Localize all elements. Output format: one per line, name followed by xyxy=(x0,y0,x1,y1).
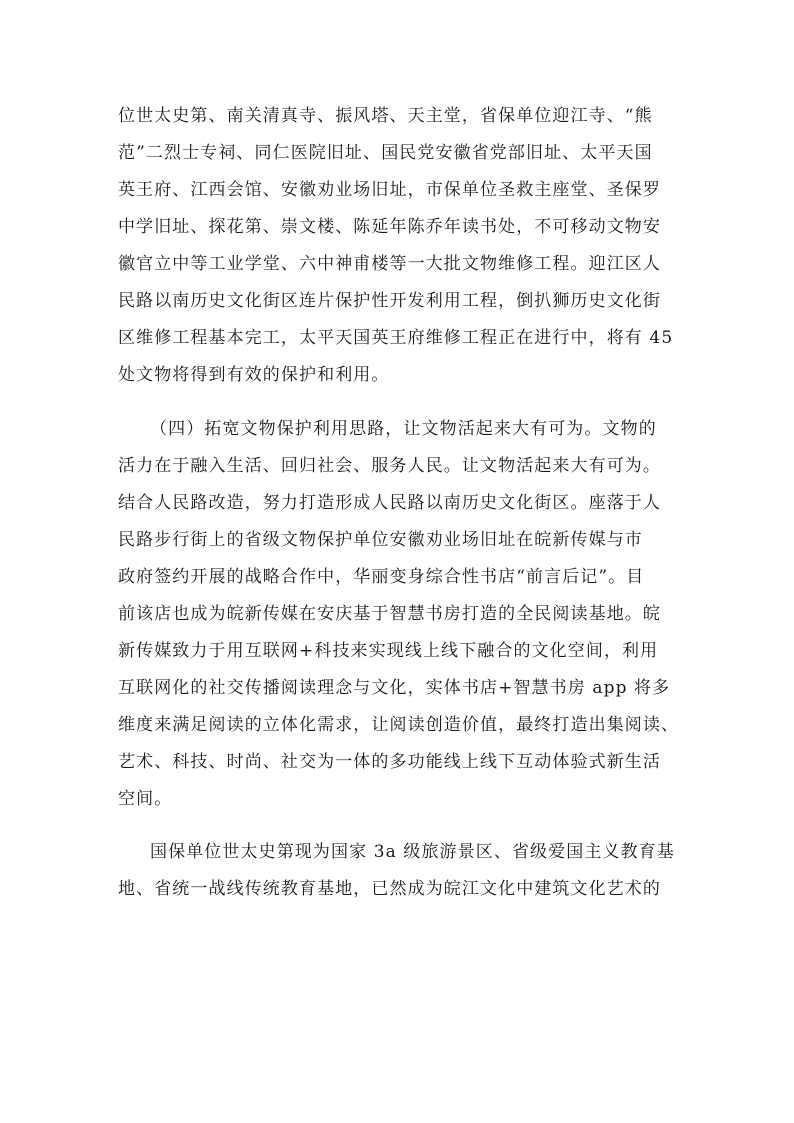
text-line: 区维修工程基本完工，太平天国英王府维修工程正在进行中，将有 45 xyxy=(118,328,674,348)
text-line: 政府签约开展的战略合作中，华丽变身综合性书店“前言后记”。目 xyxy=(118,567,645,587)
text-line: 处文物将得到有效的保护和利用。 xyxy=(118,365,390,385)
text-line: 范”二烈士专祠、同仁医院旧址、国民党安徽省党部旧址、太平天国 xyxy=(118,143,653,163)
text-line: 位世太史第、南关清真寺、振风塔、天主堂，省保单位迎江寺、“熊 xyxy=(118,106,653,126)
text-line: 新传媒致力于用互联网+科技来实现线上线下融合的文化空间，利用 xyxy=(118,641,659,661)
text-line: 结合人民路改造，努力打造形成人民路以南历史文化街区。座落于人 xyxy=(118,493,661,513)
text-line: 地、省统一战线传统教育基地，已然成为皖江文化中建筑文化艺术的 xyxy=(118,879,661,899)
text-line: 空间。 xyxy=(118,789,173,809)
text-line: 活力在于融入生活、回归社会、服务人民。让文物活起来大有可为。 xyxy=(118,456,661,476)
text-line: 英王府、江西会馆、安徽劝业场旧址，市保单位圣救主座堂、圣保罗 xyxy=(118,180,661,200)
text-line: 前该店也成为皖新传媒在安庆基于智慧书房打造的全民阅读基地。皖 xyxy=(118,604,661,624)
text-line: 国保单位世太史第现为国家 3a 级旅游景区、省级爱国主义教育基 xyxy=(150,842,675,862)
text-line: 互联网化的社交传播阅读理念与文化，实体书店+智慧书房 app 将多 xyxy=(118,678,671,698)
text-line: （四）拓宽文物保护利用思路，让文物活起来大有可为。文物的 xyxy=(150,419,657,439)
text-line: 徽官立中等工业学堂、六中神甫楼等一大批文物维修工程。迎江区人 xyxy=(118,254,661,274)
text-line: 维度来满足阅读的立体化需求，让阅读创造价值，最终打造出集阅读、 xyxy=(118,715,680,735)
text-line: 艺术、科技、时尚、社交为一体的多功能线上线下互动体验式新生活 xyxy=(118,752,661,772)
text-line: 中学旧址、探花第、崇文楼、陈延年陈乔年读书处，不可移动文物安 xyxy=(118,217,661,237)
text-line: 民路以南历史文化街区连片保护性开发利用工程，倒扒狮历史文化街 xyxy=(118,291,661,311)
text-line: 民路步行街上的省级文物保护单位安徽劝业场旧址在皖新传媒与市 xyxy=(118,530,643,550)
